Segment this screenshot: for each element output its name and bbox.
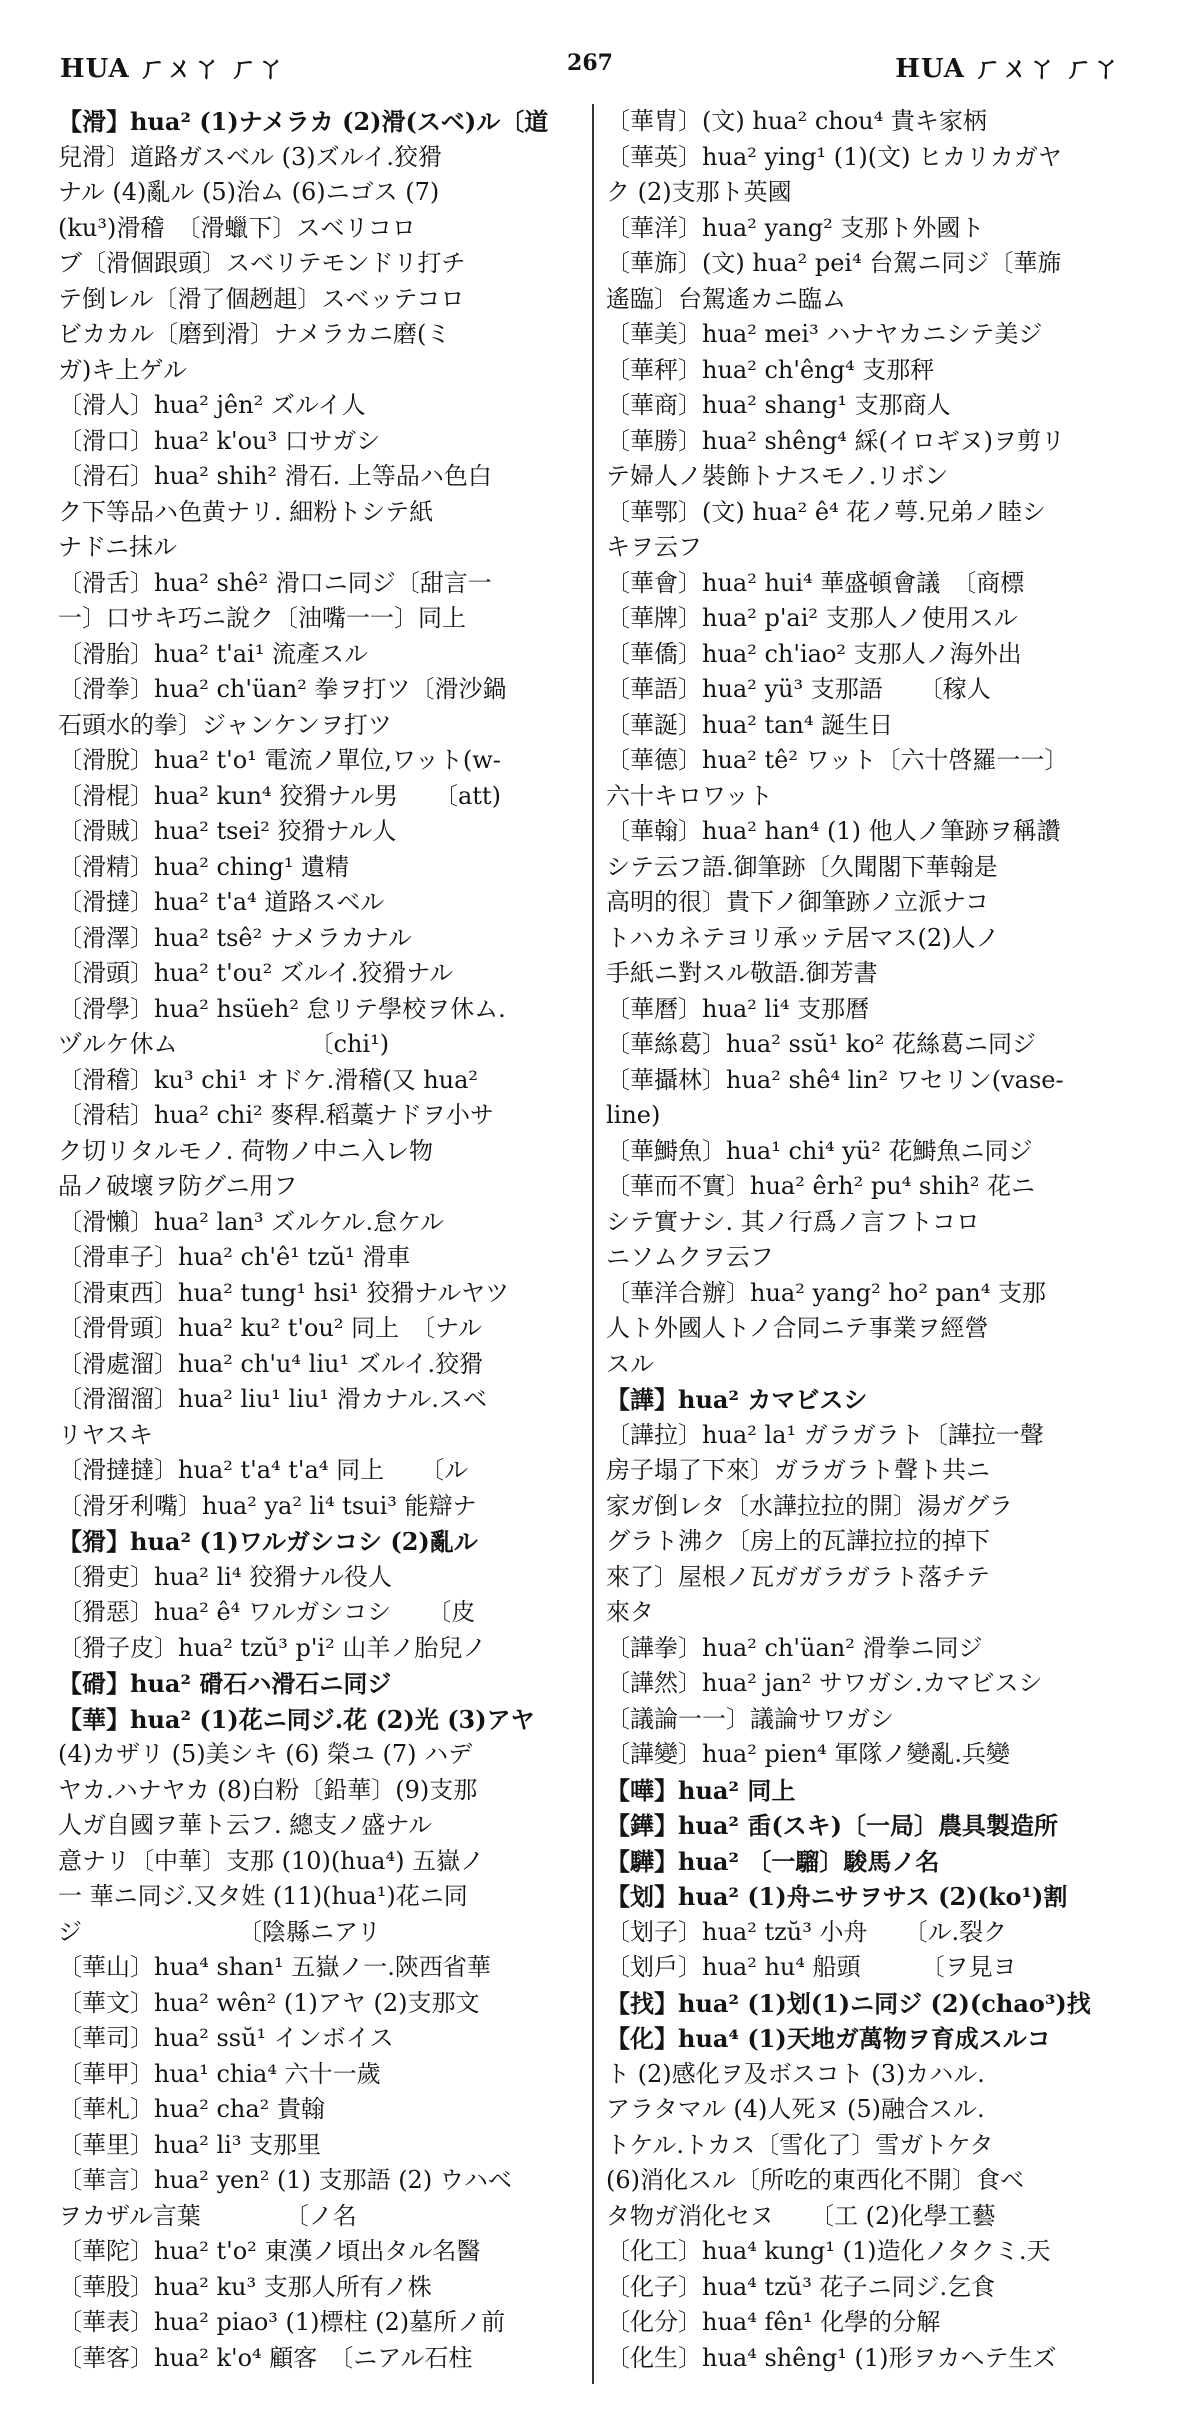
dictionary-line: 〔華表〕hua² piao³ (1)標柱 (2)墓所ノ前	[58, 2308, 506, 2336]
dictionary-line: 【驊】hua² 〔一騮〕駿馬ノ名	[606, 1846, 940, 1876]
dictionary-line: 〔猾惡〕hua² ê⁴ ワルガシコシ 〔皮	[58, 1598, 476, 1626]
dictionary-line: 〔猾子皮〕hua² tzŭ³ p'i² 山羊ノ胎兒ノ	[58, 1633, 487, 1662]
dictionary-line: 〔華旆〕(文) hua² pei⁴ 台駕ニ同ジ〔華旆	[606, 249, 1062, 277]
dictionary-line: 遙臨〕台駕遙カニ臨ム	[606, 284, 846, 313]
dictionary-line: アラタマル (4)人死ヌ (5)融合スル.	[606, 2095, 985, 2123]
dictionary-line: 〔滑牙利嘴〕hua² ya² li⁴ tsui³ 能辯ナ	[58, 1491, 477, 1520]
dictionary-line: 兒滑〕道路ガスベル (3)ズルイ.狡猾	[58, 142, 443, 171]
dictionary-line: 〔華秤〕hua² ch'êng⁴ 支那秤	[606, 355, 935, 384]
dictionary-line: 〔滑稽〕ku³ chi¹ オドケ.滑稽(又 hua²	[58, 1065, 479, 1094]
dictionary-line: 〔華曆〕hua² li⁴ 支那曆	[606, 994, 870, 1023]
dictionary-line: 〔滑賊〕hua² tsei² 狡猾ナル人	[58, 817, 397, 845]
dictionary-line: 【化】hua⁴ (1)天地ガ萬物ヲ育成スルコ	[606, 2024, 1051, 2053]
dictionary-line: (4)カザリ (5)美シキ (6) 榮ユ (7) ハデ	[58, 1740, 473, 1768]
dictionary-line: 〔滑撻〕hua² t'a⁴ 道路スベル	[58, 888, 385, 916]
dictionary-line: テ婦人ノ裝飾トナスモノ.リボン	[606, 462, 949, 490]
dictionary-line: テ倒レル〔滑了個趔趄〕スベッテコロ	[58, 284, 465, 313]
dictionary-line: line)	[606, 1101, 661, 1129]
dictionary-line: ナル (4)亂ル (5)治ム (6)ニゴス (7)	[58, 178, 440, 206]
dictionary-line: 意ナリ〔中華〕支那 (10)(hua⁴) 五嶽ノ	[58, 1846, 485, 1875]
dictionary-line: 來タ	[606, 1598, 654, 1626]
dictionary-line: 〔華誕〕hua² tan⁴ 誕生日	[606, 710, 894, 739]
dictionary-line: 〔華鰣魚〕hua¹ chi⁴ yü² 花鰣魚ニ同ジ	[606, 1136, 1033, 1165]
dictionary-line: 〔華陀〕hua² t'o² 東漢ノ頃出タル名醫	[58, 2237, 481, 2265]
dictionary-line: ヤカ.ハナヤカ (8)白粉〔鉛華〕(9)支那	[58, 1775, 478, 1804]
dictionary-line: 來了〕屋根ノ瓦ガガラガラト落チテ	[606, 1562, 990, 1591]
dictionary-line: 【找】hua² (1)划(1)ニ同ジ (2)(chao³)找	[606, 1988, 1091, 2018]
dictionary-line: 【猾】hua² (1)ワルガシコシ (2)亂ル	[58, 1527, 478, 1556]
dictionary-line: 〔滑精〕hua² ching¹ 遺精	[58, 852, 350, 881]
dictionary-line: 〔華美〕hua² mei³ ハナヤカニシテ美ジ	[606, 320, 1043, 348]
dictionary-line: 〔華會〕hua² hui⁴ 華盛頓會議 〔商標	[606, 568, 1025, 597]
running-head-right: HUA ㄏㄨㄚ ㄏㄚ	[895, 54, 1120, 84]
dictionary-line: ク切リタルモノ. 荷物ノ中ニ入レ物	[58, 1136, 434, 1165]
dictionary-line: ジ 〔陰縣ニアリ	[58, 1917, 382, 1946]
dictionary-line: 〔滑懶〕hua² lan³ ズルケル.怠ケル	[58, 1207, 444, 1236]
dictionary-line: 〔譁然〕hua² jan² サワガシ.カマビスシ	[606, 1669, 1043, 1697]
dictionary-line: ヲカザル言葉 〔ノ名	[58, 2201, 357, 2230]
dictionary-line: 高明的很〕貴下ノ御筆跡ノ立派ナコ	[606, 888, 990, 916]
dictionary-line: グラト沸ク〔房上的瓦譁拉拉的掉下	[606, 1527, 990, 1555]
dictionary-line: 〔華德〕hua² tê² ワット〔六十啓羅一一〕	[606, 746, 1069, 774]
dictionary-line: 〔滑頭〕hua² t'ou² ズルイ.狡猾ナル	[58, 959, 454, 987]
left-column	[58, 104, 590, 2376]
dictionary-line: 【滑】hua² (1)ナメラカ (2)滑(スベ)ル〔道	[58, 107, 549, 136]
dictionary-line: 【譁】hua² カマビスシ	[606, 1385, 868, 1414]
dictionary-line: 【華】hua² (1)花ニ同ジ.花 (2)光 (3)アヤ	[58, 1704, 535, 1734]
dictionary-line: 〔滑口〕hua² k'ou³ 口サガシ	[58, 426, 381, 455]
dictionary-line: 〔滑舌〕hua² shê² 滑口ニ同ジ〔甜言一	[58, 568, 492, 597]
page-number: 267	[567, 50, 613, 76]
dictionary-line: タ物ガ消化セヌ 〔工 (2)化學工藝	[606, 2201, 996, 2230]
dictionary-line: 〔滑車子〕hua² ch'ê¹ tzŭ¹ 滑車	[58, 1243, 411, 1271]
dictionary-line: 【划】hua² (1)舟ニサヲサス (2)(ko¹)割	[606, 1882, 1068, 1911]
dictionary-line: 〔滑學〕hua² hsüeh² 怠リテ學校ヲ休ム.	[58, 994, 506, 1023]
dictionary-line: 人ト外國人トノ合同ニテ事業ヲ經營	[606, 1314, 989, 1342]
dictionary-line: ク (2)支那ト英國	[606, 178, 792, 206]
dictionary-line: 〔滑澤〕hua² tsê² ナメラカナル	[58, 923, 412, 952]
dictionary-line: 【嘩】hua² 同上	[606, 1775, 796, 1805]
page-header	[60, 48, 1120, 88]
dictionary-line: 〔化分〕hua⁴ fên¹ 化學的分解	[606, 2308, 941, 2336]
dictionary-line: 〔華文〕hua² wên² (1)アヤ (2)支那文	[58, 1988, 480, 2017]
dictionary-line: 〔華商〕hua² shang¹ 支那商人	[606, 391, 951, 419]
dictionary-line: 品ノ破壞ヲ防グニ用フ	[58, 1172, 298, 1200]
dictionary-line: ブ〔滑個跟頭〕スベリテモンドリ打チ	[58, 249, 466, 277]
dictionary-line: 〔滑處溜〕hua² ch'u⁴ liu¹ ズルイ.狡猾	[58, 1349, 484, 1378]
dictionary-line: 〔華而不實〕hua² êrh² pu⁴ shih² 花ニ	[606, 1172, 1036, 1200]
dictionary-line: 〔滑秸〕hua² chi² 麥稈.稻藁ナドヲ小サ	[58, 1101, 494, 1129]
dictionary-line: 〔議論一一〕議論サワガシ	[606, 1704, 894, 1733]
dictionary-line: 〔譁拳〕hua² ch'üan² 滑拳ニ同ジ	[606, 1633, 983, 1662]
dictionary-line: 〔滑胎〕hua² t'ai¹ 流產スル	[58, 639, 368, 668]
dictionary-line: 〔華牌〕hua² p'ai² 支那人ノ使用スル	[606, 604, 1018, 632]
dictionary-line: 〔華洋合辦〕hua² yang² ho² pan⁴ 支那	[606, 1278, 1046, 1307]
dictionary-line: ヅルケ休ム 〔chi¹)	[58, 1030, 390, 1058]
dictionary-line: 〔華言〕hua² yen² (1) 支那語 (2) ウハベ	[58, 2166, 512, 2194]
dictionary-line: 〔華翰〕hua² han⁴ (1) 他人ノ筆跡ヲ稱讚	[606, 817, 1061, 845]
dictionary-line: 〔華僑〕hua² ch'iao² 支那人ノ海外出	[606, 639, 1022, 668]
dictionary-line: 【鏵】hua² 臿(スキ)〔一局〕農具製造所	[606, 1811, 1059, 1840]
dictionary-line: 一〕口サキ巧ニ說ク〔油嘴一一〕同上	[58, 604, 466, 632]
dictionary-line: 〔化子〕hua⁴ tzŭ³ 花子ニ同ジ.乞食	[606, 2272, 996, 2301]
dictionary-line: 〔華山〕hua⁴ shan¹ 五嶽ノ一.陝西省華	[58, 1953, 491, 1981]
dictionary-line: 〔滑東西〕hua² tung¹ hsi¹ 狡猾ナルヤツ	[58, 1278, 510, 1307]
dictionary-line: 〔華英〕hua² ying¹ (1)(文) ヒカリカガヤ	[606, 142, 1062, 171]
dictionary-line: 〔滑拳〕hua² ch'üan² 拳ヲ打ツ〔滑沙鍋	[58, 675, 507, 703]
dictionary-line: 【磆】hua² 磆石ハ滑石ニ同ジ	[58, 1669, 392, 1698]
right-column	[606, 104, 1146, 2376]
dictionary-line: シテ云フ語.御筆跡〔久聞閣下華翰是	[606, 852, 998, 881]
dictionary-line: リヤスキ	[58, 1420, 154, 1449]
dictionary-line: 〔華客〕hua² k'o⁴ 顧客 〔ニアル石柱	[58, 2343, 473, 2372]
dictionary-line: 〔華絲葛〕hua² ssŭ¹ ko² 花絲葛ニ同ジ	[606, 1030, 1037, 1058]
dictionary-line: 〔譁拉〕hua² la¹ ガラガラト〔譁拉一聲	[606, 1420, 1044, 1449]
dictionary-line: 〔滑撻撻〕hua² t'a⁴ t'a⁴ 同上 〔ル	[58, 1456, 469, 1484]
running-head-left: HUA ㄏㄨㄚ ㄏㄚ	[60, 54, 285, 84]
dictionary-line: 〔華勝〕hua² shêng⁴ 綵(イロギヌ)ヲ剪リ	[606, 426, 1066, 455]
dictionary-line: 〔華語〕hua² yü³ 支那語 〔稼人	[606, 675, 991, 703]
dictionary-line: 家ガ倒レタ〔水譁拉拉的開〕湯ガグラ	[606, 1491, 1014, 1520]
dictionary-line: スル	[606, 1349, 654, 1378]
dictionary-line: ク下等品ハ色黄ナリ. 細粉トシテ紙	[58, 497, 434, 526]
dictionary-line: ナドニ抹ル	[58, 533, 178, 561]
dictionary-line: 〔華里〕hua² li³ 支那里	[58, 2130, 322, 2159]
dictionary-line: 〔華胄〕(文) hua² chou⁴ 貴キ家柄	[606, 107, 987, 135]
dictionary-line: 人ガ自國ヲ華ト云フ. 總支ノ盛ナル	[58, 1811, 433, 1839]
dictionary-line: (ku³)滑稽 〔滑蠟下〕スベリコロ	[58, 213, 416, 242]
dictionary-line: ビカカル〔磨到滑〕ナメラカニ磨(ミ	[58, 320, 451, 348]
dictionary-line: 〔華洋〕hua² yang² 支那ト外國ト	[606, 213, 985, 242]
dictionary-line: トハカネテヨリ承ッテ居マス(2)人ノ	[606, 923, 1000, 952]
dictionary-line: 〔華鄂〕(文) hua² ê⁴ 花ノ萼.兄弟ノ睦シ	[606, 497, 1046, 526]
dictionary-line: (6)消化スル〔所吃的東西化不開〕食ベ	[606, 2166, 1024, 2194]
dictionary-line: 〔化生〕hua⁴ shêng¹ (1)形ヲカヘテ生ズ	[606, 2343, 1057, 2372]
dictionary-line: 〔划戶〕hua² hu⁴ 船頭 〔ヲ見ヨ	[606, 1953, 1017, 1981]
dictionary-line: ガ)キ上ゲル	[58, 355, 187, 384]
dictionary-line: シテ實ナシ. 其ノ行爲ノ言フトコロ	[606, 1207, 980, 1236]
dictionary-line: 〔化工〕hua⁴ kung¹ (1)造化ノタクミ.天	[606, 2237, 1051, 2265]
dictionary-line: 一 華ニ同ジ.又タ姓 (11)(hua¹)花ニ同	[58, 1882, 468, 1910]
dictionary-line: 〔滑人〕hua² jên² ズルイ人	[58, 391, 366, 419]
dictionary-line: 六十キロワット	[606, 781, 773, 810]
column-divider	[592, 104, 594, 2384]
dictionary-line: 〔華攝林〕hua² shê⁴ lin² ワセリン(vase-	[606, 1065, 1064, 1094]
dictionary-line: 石頭水的拳〕ジャンケンヲ打ツ	[58, 710, 392, 739]
dictionary-line: 〔華札〕hua² cha² 貴翰	[58, 2095, 325, 2123]
dictionary-line: 房子塌了下來〕ガラガラト聲ト共ニ	[606, 1456, 990, 1484]
dictionary-line: キヲ云フ	[606, 533, 702, 561]
dictionary-line: 〔華甲〕hua¹ chia⁴ 六十一歲	[58, 2059, 381, 2088]
dictionary-line: 〔滑脫〕hua² t'o¹ 電流ノ單位,ワット(w-	[58, 746, 501, 774]
dictionary-line: 〔划子〕hua² tzŭ³ 小舟 〔ル.裂ク	[606, 1917, 1008, 1946]
dictionary-line: ト (2)感化ヲ及ボスコト (3)カハル.	[606, 2059, 985, 2088]
dictionary-line: 〔譁變〕hua² pien⁴ 軍隊ノ變亂.兵變	[606, 1740, 1011, 1768]
dictionary-line: 手紙ニ對スル敬語.御芳書	[606, 959, 878, 987]
dictionary-line: 〔滑石〕hua² shih² 滑石. 上等品ハ色白	[58, 462, 492, 490]
dictionary-line: 〔滑溜溜〕hua² liu¹ liu¹ 滑カナル.スベ	[58, 1385, 488, 1413]
dictionary-line: 〔滑棍〕hua² kun⁴ 狡猾ナル男 〔att)	[58, 781, 501, 810]
dictionary-line: ニソムクヲ云フ	[606, 1243, 774, 1271]
dictionary-line: 〔華股〕hua² ku³ 支那人所有ノ株	[58, 2272, 432, 2301]
dictionary-line: 〔猾吏〕hua² li⁴ 狡猾ナル役人	[58, 1562, 392, 1591]
dictionary-line: 〔滑骨頭〕hua² ku² t'ou² 同上 〔ナル	[58, 1314, 482, 1342]
dictionary-line: トケル.トカス〔雪化了〕雪ガトケタ	[606, 2130, 994, 2159]
dictionary-line: 〔華司〕hua² ssŭ¹ インボイス	[58, 2024, 394, 2052]
